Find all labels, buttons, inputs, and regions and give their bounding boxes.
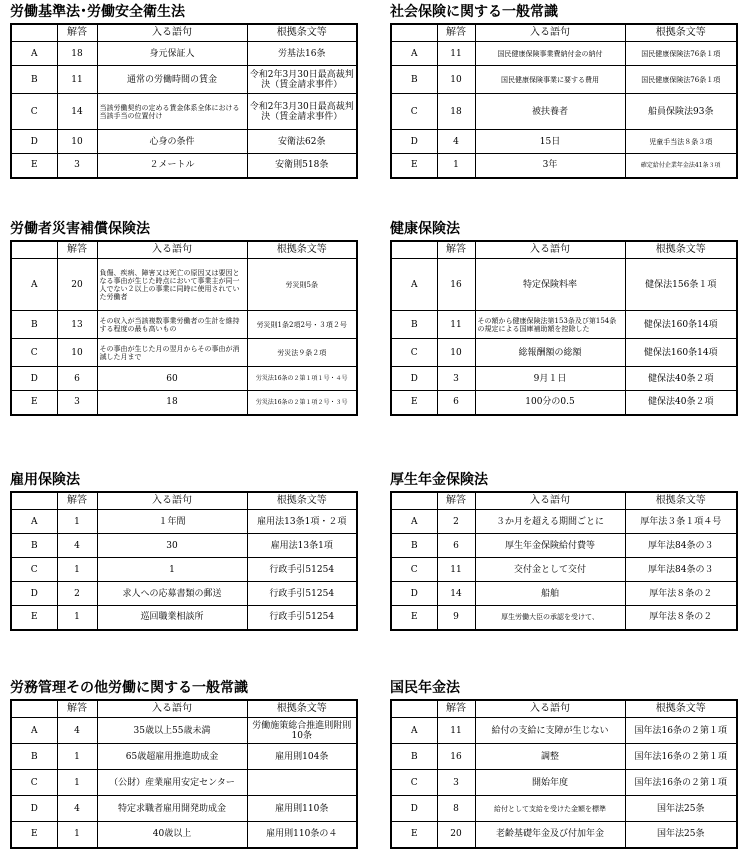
row-letter: E bbox=[11, 606, 57, 630]
header-answer: 解答 bbox=[437, 492, 475, 510]
row-basis: 国年法16条の２第１項 bbox=[625, 718, 737, 744]
section-social-insurance-general bbox=[390, 3, 738, 179]
row-answer: 18 bbox=[437, 94, 475, 130]
answer-table bbox=[10, 23, 358, 179]
row-letter: D bbox=[11, 367, 57, 391]
section-title: 厚生年金保険法 bbox=[390, 472, 488, 488]
header-row bbox=[11, 241, 357, 259]
table-row bbox=[11, 510, 357, 534]
row-answer: 20 bbox=[437, 822, 475, 848]
header-basis: 根拠条文等 bbox=[625, 241, 737, 259]
table-row bbox=[391, 367, 737, 391]
header-basis: 根拠条文等 bbox=[247, 24, 357, 42]
row-answer: 1 bbox=[57, 822, 97, 848]
row-letter: A bbox=[11, 259, 57, 311]
row-answer: 16 bbox=[437, 744, 475, 770]
table-row bbox=[391, 822, 737, 848]
row-basis: 労災法９条２項 bbox=[247, 339, 357, 367]
header-phrase: 入る語句 bbox=[97, 492, 247, 510]
row-answer: 4 bbox=[57, 796, 97, 822]
row-answer: 10 bbox=[437, 66, 475, 94]
table-row bbox=[391, 130, 737, 154]
row-phrase: ２メートル bbox=[97, 154, 247, 178]
row-phrase: 国民健康保険事業費納付金の納付 bbox=[475, 42, 625, 66]
row-basis: 厚年法８条の２ bbox=[625, 582, 737, 606]
row-letter: C bbox=[391, 558, 437, 582]
table-row bbox=[11, 259, 357, 311]
header-basis: 根拠条文等 bbox=[247, 241, 357, 259]
row-letter: C bbox=[11, 339, 57, 367]
section-title: 国民年金法 bbox=[390, 680, 460, 696]
header-basis: 根拠条文等 bbox=[625, 492, 737, 510]
answer-table bbox=[10, 491, 358, 631]
header-blank bbox=[11, 24, 57, 42]
row-answer: 11 bbox=[437, 718, 475, 744]
table-row bbox=[11, 796, 357, 822]
row-letter: E bbox=[391, 606, 437, 630]
header-phrase: 入る語句 bbox=[475, 241, 625, 259]
row-phrase: 1 bbox=[97, 558, 247, 582]
row-letter: A bbox=[11, 510, 57, 534]
row-basis: 労災則1条2項2号・３項２号 bbox=[247, 311, 357, 339]
table-row bbox=[11, 558, 357, 582]
row-phrase: 通常の労働時間の賃金 bbox=[97, 66, 247, 94]
row-letter: A bbox=[391, 42, 437, 66]
row-basis: 厚年法３条１項４号 bbox=[625, 510, 737, 534]
row-basis: 労基法16条 bbox=[247, 42, 357, 66]
row-phrase: その収入が当該複数事業労働者の生計を維持する程度の最も高いもの bbox=[97, 311, 247, 339]
answer-table bbox=[10, 699, 358, 849]
row-letter: B bbox=[11, 311, 57, 339]
row-answer: 10 bbox=[57, 339, 97, 367]
row-basis: 健保法160条14項 bbox=[625, 339, 737, 367]
header-blank bbox=[11, 241, 57, 259]
row-phrase: 負傷、疾病、障害又は死亡の原因又は要因となる事由が生じた時点において事業主が同一人でない２以上の事業に同時に使用されていた労働者 bbox=[97, 259, 247, 311]
row-phrase: 60 bbox=[97, 367, 247, 391]
table-row bbox=[391, 66, 737, 94]
row-basis: 厚年法84条の３ bbox=[625, 534, 737, 558]
row-phrase: ３か月を超える期間ごとに bbox=[475, 510, 625, 534]
row-phrase: 3年 bbox=[475, 154, 625, 178]
row-basis: 労災法16条の２第１項１号・４号 bbox=[247, 367, 357, 391]
row-letter: B bbox=[391, 311, 437, 339]
row-phrase: 65歳超雇用推進助成金 bbox=[97, 744, 247, 770]
table-row bbox=[11, 339, 357, 367]
table-row bbox=[11, 822, 357, 848]
row-answer: 6 bbox=[57, 367, 97, 391]
section-workers-accident bbox=[10, 220, 358, 416]
row-answer: 10 bbox=[57, 130, 97, 154]
row-answer: 6 bbox=[437, 534, 475, 558]
row-basis: 国民健康保険法76条１項 bbox=[625, 66, 737, 94]
header-answer: 解答 bbox=[57, 700, 97, 718]
table-row bbox=[391, 94, 737, 130]
row-letter: C bbox=[391, 339, 437, 367]
table-row bbox=[11, 66, 357, 94]
row-basis: 厚年法84条の３ bbox=[625, 558, 737, 582]
row-phrase: 特定保険料率 bbox=[475, 259, 625, 311]
row-answer: 3 bbox=[437, 770, 475, 796]
row-letter: E bbox=[391, 822, 437, 848]
header-phrase: 入る語句 bbox=[475, 492, 625, 510]
row-letter: B bbox=[391, 744, 437, 770]
section-title: 労働基準法･労働安全衛生法 bbox=[10, 4, 185, 20]
section-labor-management-general bbox=[10, 679, 358, 849]
row-phrase: 18 bbox=[97, 391, 247, 415]
row-phrase: 当該労働契約の定める賃金体系全体における当該手当の位置付け bbox=[97, 94, 247, 130]
row-answer: 11 bbox=[437, 558, 475, 582]
row-phrase: 30 bbox=[97, 534, 247, 558]
row-letter: A bbox=[11, 718, 57, 744]
row-letter: D bbox=[391, 130, 437, 154]
row-answer: 3 bbox=[437, 367, 475, 391]
table-row bbox=[11, 770, 357, 796]
row-phrase: 求人への応募書類の郵送 bbox=[97, 582, 247, 606]
table-row bbox=[391, 259, 737, 311]
row-answer: 4 bbox=[57, 534, 97, 558]
section-national-pension bbox=[390, 679, 738, 849]
row-answer: 4 bbox=[57, 718, 97, 744]
row-answer: 9 bbox=[437, 606, 475, 630]
row-basis: 雇用法13条1項・２項 bbox=[247, 510, 357, 534]
header-row bbox=[11, 492, 357, 510]
row-basis: 雇用則110条の４ bbox=[247, 822, 357, 848]
row-phrase: 40歳以上 bbox=[97, 822, 247, 848]
row-letter: E bbox=[391, 391, 437, 415]
table-row bbox=[391, 391, 737, 415]
header-row bbox=[11, 24, 357, 42]
row-answer: 13 bbox=[57, 311, 97, 339]
answer-table bbox=[390, 491, 738, 631]
header-blank bbox=[391, 241, 437, 259]
table-row bbox=[391, 606, 737, 630]
row-basis: 国年法16条の２第１項 bbox=[625, 744, 737, 770]
row-answer: 1 bbox=[57, 606, 97, 630]
row-letter: B bbox=[11, 744, 57, 770]
answer-table bbox=[390, 699, 738, 849]
row-answer: 11 bbox=[437, 311, 475, 339]
row-basis: 国年法25条 bbox=[625, 796, 737, 822]
row-basis: 令和2年3月30日最高裁判決（賃金請求事件） bbox=[247, 94, 357, 130]
header-basis: 根拠条文等 bbox=[247, 492, 357, 510]
table-row bbox=[391, 558, 737, 582]
row-letter: E bbox=[11, 391, 57, 415]
table-row bbox=[11, 311, 357, 339]
row-basis: 労災則5条 bbox=[247, 259, 357, 311]
table-row bbox=[391, 42, 737, 66]
section-title: 労務管理その他労働に関する一般常識 bbox=[10, 680, 248, 696]
row-basis: 行政手引51254 bbox=[247, 582, 357, 606]
row-answer: 11 bbox=[437, 42, 475, 66]
row-answer: 1 bbox=[57, 770, 97, 796]
row-phrase: 被扶養者 bbox=[475, 94, 625, 130]
row-letter: C bbox=[391, 94, 437, 130]
row-basis: 国年法16条の２第１項 bbox=[625, 770, 737, 796]
header-phrase: 入る語句 bbox=[97, 700, 247, 718]
row-answer: 14 bbox=[57, 94, 97, 130]
header-answer: 解答 bbox=[437, 24, 475, 42]
table-row bbox=[391, 534, 737, 558]
row-answer: 3 bbox=[57, 391, 97, 415]
row-letter: D bbox=[391, 796, 437, 822]
row-phrase: 開始年度 bbox=[475, 770, 625, 796]
row-phrase: 9月１日 bbox=[475, 367, 625, 391]
row-phrase: 交付金として交付 bbox=[475, 558, 625, 582]
section-title: 健康保険法 bbox=[390, 221, 460, 237]
row-phrase: 100分の0.5 bbox=[475, 391, 625, 415]
header-answer: 解答 bbox=[437, 700, 475, 718]
row-phrase: 厚生年金保険給付費等 bbox=[475, 534, 625, 558]
row-answer: 6 bbox=[437, 391, 475, 415]
row-phrase: その額から健康保険法第153条及び第154条の規定による国庫補助額を控除した bbox=[475, 311, 625, 339]
section-title: 雇用保険法 bbox=[10, 472, 80, 488]
row-basis: 健保法40条２項 bbox=[625, 391, 737, 415]
row-answer: 16 bbox=[437, 259, 475, 311]
header-answer: 解答 bbox=[57, 492, 97, 510]
answer-table bbox=[10, 240, 358, 416]
header-blank bbox=[391, 700, 437, 718]
table-row bbox=[11, 718, 357, 744]
section-employees-pension bbox=[390, 471, 738, 631]
row-basis: 行政手引51254 bbox=[247, 606, 357, 630]
table-row bbox=[391, 154, 737, 178]
header-answer: 解答 bbox=[57, 241, 97, 259]
row-basis: 安衛法62条 bbox=[247, 130, 357, 154]
row-phrase: 特定求職者雇用開発助成金 bbox=[97, 796, 247, 822]
row-basis: 確定給付企業年金法41条３項 bbox=[625, 154, 737, 178]
row-basis: 安衛則518条 bbox=[247, 154, 357, 178]
row-letter: C bbox=[391, 770, 437, 796]
header-basis: 根拠条文等 bbox=[625, 700, 737, 718]
row-letter: C bbox=[11, 770, 57, 796]
row-letter: C bbox=[11, 94, 57, 130]
row-answer: 1 bbox=[57, 744, 97, 770]
header-blank bbox=[391, 24, 437, 42]
row-basis: 厚年法８条の２ bbox=[625, 606, 737, 630]
row-basis: 労働施策総合推進則附則10条 bbox=[247, 718, 357, 744]
row-letter: D bbox=[11, 582, 57, 606]
row-letter: E bbox=[11, 822, 57, 848]
row-basis: 健保法40条２項 bbox=[625, 367, 737, 391]
header-basis: 根拠条文等 bbox=[247, 700, 357, 718]
row-phrase: その事由が生じた月の翌月からその事由が消滅した月まで bbox=[97, 339, 247, 367]
table-row bbox=[11, 391, 357, 415]
row-basis: 労災法16条の２第１項２号・３号 bbox=[247, 391, 357, 415]
row-phrase: 心身の条件 bbox=[97, 130, 247, 154]
row-answer: 3 bbox=[57, 154, 97, 178]
row-answer: 1 bbox=[57, 510, 97, 534]
row-letter: A bbox=[11, 42, 57, 66]
header-row bbox=[391, 700, 737, 718]
row-answer: 2 bbox=[57, 582, 97, 606]
row-letter: B bbox=[391, 534, 437, 558]
table-row bbox=[11, 42, 357, 66]
table-row bbox=[11, 534, 357, 558]
row-answer: 11 bbox=[57, 66, 97, 94]
row-basis: 国年法25条 bbox=[625, 822, 737, 848]
row-basis: 健保法156条１項 bbox=[625, 259, 737, 311]
row-answer: 10 bbox=[437, 339, 475, 367]
row-letter: B bbox=[391, 66, 437, 94]
row-letter: D bbox=[391, 582, 437, 606]
row-phrase: 給付の支給に支障が生じない bbox=[475, 718, 625, 744]
row-letter: C bbox=[11, 558, 57, 582]
row-phrase: 国民健康保険事業に要する費用 bbox=[475, 66, 625, 94]
section-employment-insurance bbox=[10, 471, 358, 631]
row-answer: 8 bbox=[437, 796, 475, 822]
header-row bbox=[391, 241, 737, 259]
header-answer: 解答 bbox=[57, 24, 97, 42]
row-phrase: 給付として支給を受けた金額を標準 bbox=[475, 796, 625, 822]
answer-table bbox=[390, 240, 738, 416]
table-row bbox=[391, 796, 737, 822]
table-row bbox=[11, 606, 357, 630]
row-answer: 1 bbox=[57, 558, 97, 582]
row-letter: D bbox=[11, 796, 57, 822]
header-phrase: 入る語句 bbox=[475, 24, 625, 42]
section-labor-standards bbox=[10, 3, 358, 179]
row-answer: 14 bbox=[437, 582, 475, 606]
table-row bbox=[11, 130, 357, 154]
row-letter: D bbox=[391, 367, 437, 391]
section-title: 労働者災害補償保険法 bbox=[10, 221, 150, 237]
table-row bbox=[11, 367, 357, 391]
header-answer: 解答 bbox=[437, 241, 475, 259]
table-row bbox=[391, 582, 737, 606]
row-basis bbox=[247, 770, 357, 796]
row-phrase: 厚生労働大臣の承認を受けて、 bbox=[475, 606, 625, 630]
row-phrase: 35歳以上55歳未満 bbox=[97, 718, 247, 744]
table-row bbox=[391, 339, 737, 367]
row-answer: 18 bbox=[57, 42, 97, 66]
header-phrase: 入る語句 bbox=[97, 241, 247, 259]
row-phrase: （公財）産業雇用安定センター bbox=[97, 770, 247, 796]
header-phrase: 入る語句 bbox=[475, 700, 625, 718]
row-phrase: 巡回職業相談所 bbox=[97, 606, 247, 630]
table-row bbox=[391, 744, 737, 770]
header-row bbox=[11, 700, 357, 718]
header-blank bbox=[11, 700, 57, 718]
row-answer: 4 bbox=[437, 130, 475, 154]
row-phrase: 身元保証人 bbox=[97, 42, 247, 66]
row-letter: A bbox=[391, 718, 437, 744]
row-letter: A bbox=[391, 259, 437, 311]
row-letter: B bbox=[11, 534, 57, 558]
row-basis: 児童手当法８条３項 bbox=[625, 130, 737, 154]
row-basis: 雇用則110条 bbox=[247, 796, 357, 822]
row-letter: E bbox=[11, 154, 57, 178]
row-phrase: １年間 bbox=[97, 510, 247, 534]
row-answer: 2 bbox=[437, 510, 475, 534]
row-basis: 健保法160条14項 bbox=[625, 311, 737, 339]
header-phrase: 入る語句 bbox=[97, 24, 247, 42]
row-basis: 雇用法13条1項 bbox=[247, 534, 357, 558]
row-phrase: 総報酬額の総額 bbox=[475, 339, 625, 367]
section-title: 社会保険に関する一般常識 bbox=[390, 4, 558, 20]
row-basis: 船員保険法93条 bbox=[625, 94, 737, 130]
row-answer: 1 bbox=[437, 154, 475, 178]
table-row bbox=[391, 510, 737, 534]
table-row bbox=[391, 770, 737, 796]
row-basis: 令和2年3月30日最高裁判決（賃金請求事件） bbox=[247, 66, 357, 94]
row-basis: 国民健康保険法76条１項 bbox=[625, 42, 737, 66]
row-letter: B bbox=[11, 66, 57, 94]
header-row bbox=[391, 492, 737, 510]
row-phrase: 老齢基礎年金及び付加年金 bbox=[475, 822, 625, 848]
row-phrase: 船舶 bbox=[475, 582, 625, 606]
answer-table bbox=[390, 23, 738, 179]
table-row bbox=[11, 744, 357, 770]
row-basis: 雇用則104条 bbox=[247, 744, 357, 770]
row-phrase: 調整 bbox=[475, 744, 625, 770]
header-blank bbox=[11, 492, 57, 510]
row-phrase: 15日 bbox=[475, 130, 625, 154]
table-row bbox=[11, 94, 357, 130]
header-blank bbox=[391, 492, 437, 510]
table-row bbox=[11, 154, 357, 178]
row-letter: D bbox=[11, 130, 57, 154]
row-letter: E bbox=[391, 154, 437, 178]
header-row bbox=[391, 24, 737, 42]
section-health-insurance bbox=[390, 220, 738, 416]
table-row bbox=[11, 582, 357, 606]
table-row bbox=[391, 718, 737, 744]
row-answer: 20 bbox=[57, 259, 97, 311]
row-letter: A bbox=[391, 510, 437, 534]
row-basis: 行政手引51254 bbox=[247, 558, 357, 582]
table-row bbox=[391, 311, 737, 339]
header-basis: 根拠条文等 bbox=[625, 24, 737, 42]
